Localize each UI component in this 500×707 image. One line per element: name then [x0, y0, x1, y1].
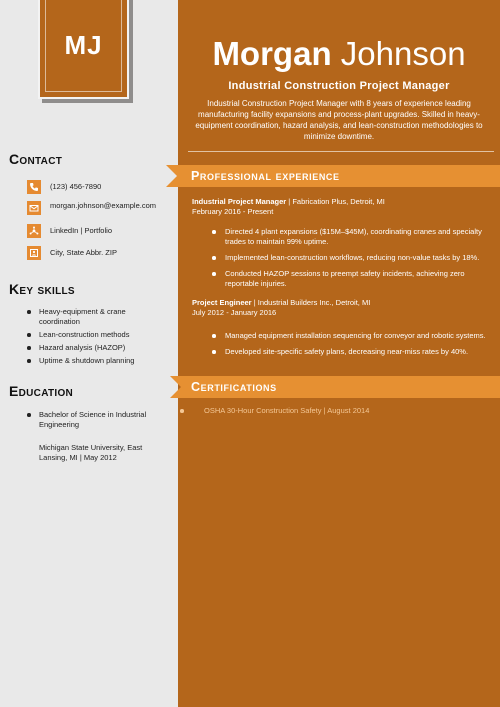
job-header — [192, 298, 492, 308]
certifications-list — [178, 406, 488, 416]
skill-item: Uptime & shutdown planning — [24, 356, 160, 366]
contact-location — [27, 246, 160, 260]
job-bullet: Developed site-specific safety plans, decreasing near-miss rates by 40%. — [210, 347, 490, 357]
monogram-box — [38, 0, 129, 99]
contact-heading: Contact — [9, 151, 63, 167]
location-text: City, State Abbr. ZIP — [50, 248, 117, 257]
summary: Industrial Construction Project Manager with 8 years of experience leading manufacturing facility expansions and process-plant upgrades. Skilled in heavy-equipment coordination, hazard analysis, and lean-construction methodologies to minimize downtime. — [195, 99, 483, 141]
monogram: MJ — [64, 30, 103, 60]
job-bullets — [210, 227, 490, 295]
skill-item: Lean-construction methods — [24, 330, 160, 340]
experience-heading: Professional experience — [191, 169, 340, 183]
job-title: Industrial Project Manager — [192, 197, 287, 206]
education-school: Michigan State University, East Lansing, MI | May 2012 — [39, 443, 143, 462]
education-heading: Education — [9, 383, 74, 399]
education-list — [24, 410, 160, 433]
phone-icon — [27, 180, 41, 194]
header-divider — [188, 151, 494, 152]
job-company: | Industrial Builders Inc., Detroit, MI — [253, 298, 371, 307]
job-header — [192, 197, 492, 207]
phone-text[interactable]: (123) 456-7890 — [50, 182, 102, 191]
email-text[interactable]: morgan.johnson@example.com — [50, 201, 156, 210]
monogram-frame — [45, 0, 122, 92]
job-company: | Fabrication Plus, Detroit, MI — [288, 197, 385, 206]
job-dates: February 2016 - Present — [192, 207, 274, 216]
contact-links — [27, 224, 160, 238]
location-icon — [27, 246, 41, 260]
certification-item: OSHA 30-Hour Construction Safety | August 2014 — [178, 406, 488, 416]
job-bullets — [210, 331, 490, 363]
network-icon — [27, 224, 41, 238]
links-text[interactable]: LinkedIn | Portfolio — [50, 226, 112, 235]
contact-email — [27, 201, 160, 215]
job-bullet: Conducted HAZOP sessions to preempt safety incidents, achieving zero reportable injuries. — [210, 269, 490, 289]
last-name: Johnson — [340, 35, 466, 72]
candidate-name — [178, 34, 500, 74]
headline: Industrial Construction Project Manager — [228, 80, 450, 92]
skill-item: Hazard analysis (HAZOP) — [24, 343, 160, 353]
job-bullet: Managed equipment installation sequencing for conveyor and robotic systems. — [210, 331, 490, 341]
skill-item: Heavy-equipment & crane coordination — [24, 307, 160, 327]
job-dates: July 2012 - January 2016 — [192, 308, 277, 317]
email-icon — [27, 201, 41, 215]
skills-list — [24, 307, 160, 369]
job-title: Project Engineer — [192, 298, 252, 307]
education-degree: Bachelor of Science in Industrial Engineering — [24, 410, 160, 430]
skills-heading: Key skills — [9, 281, 75, 297]
job-bullet: Implemented lean-construction workflows, reducing non-value tasks by 18%. — [210, 253, 490, 263]
certifications-heading: Certifications — [191, 380, 277, 394]
job-bullet: Directed 4 plant expansions ($15M–$45M), coordinating cranes and specialty trades to maintain 99% uptime. — [210, 227, 490, 247]
contact-phone — [27, 180, 160, 194]
first-name: Morgan — [212, 35, 332, 72]
